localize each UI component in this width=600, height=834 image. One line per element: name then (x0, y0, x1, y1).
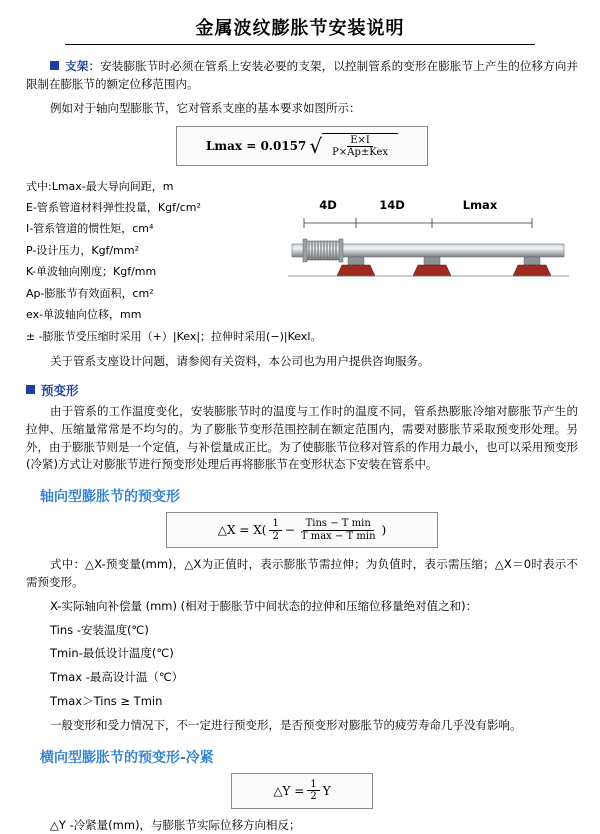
lateral-formula-rhs: Y (322, 783, 331, 798)
lmax-formula-sqrt (309, 133, 398, 159)
axial-predeform-formula (166, 512, 438, 548)
legend-item: K-单波轴向刚度；Kgf/mm (26, 265, 157, 279)
lmax-formula-lhs: Lmax = 0.0157 (205, 138, 307, 153)
axial-formula-ratio: $\frac{\text{Tins − T min}}{\text{T max − T min}}$ (300, 518, 376, 542)
section-marker-icon (26, 385, 35, 394)
axial-formula-lhs: △X = X( (217, 523, 267, 538)
figure-label-14d: 14D (379, 197, 405, 212)
pipe-supports (337, 257, 551, 276)
axial-formula-minus: − (284, 523, 295, 538)
document-content (0, 57, 600, 834)
bracket-heading: 支架： (65, 59, 101, 73)
legend-item: I-管系管道的惯性矩，cm⁴ (26, 222, 154, 236)
pipe-diagram-svg (286, 214, 571, 294)
figure-label-lmax: Lmax (462, 197, 498, 212)
bracket-paragraph-2: 例如对于轴向型膨胀节，它对管系支座的基本要求如图所示： (50, 100, 361, 115)
lateral-formula-lhs: △Y = (273, 783, 305, 798)
predeform-heading-row (26, 381, 578, 399)
axial-line: Tmax -最高设计温（℃） (50, 670, 184, 685)
section-marker-icon (50, 61, 59, 70)
page-title: 金属波纹膨胀节安装说明 (195, 18, 405, 39)
bellows-element (303, 239, 343, 262)
legend-item: 式中:Lmax-最大导向间距，m (26, 179, 174, 193)
legend-list (26, 176, 322, 348)
axial-line: Tins -安装温度(℃) (50, 622, 149, 637)
pipe-support-figure (286, 176, 578, 294)
lmax-formula (176, 126, 428, 166)
figure-label-4d: 4D (319, 197, 337, 212)
axial-formula-explain: 式中：△X-预变量(mm)，△X为正值时，表示膨胀节需拉伸；为负值时，表示需压缩；△X＝0时表示不需预变形。 (26, 557, 578, 589)
bracket-closing-paragraph: 关于管系支座设计问题，请参阅有关资料，本公司也为用户提供咨询服务。 (50, 354, 430, 369)
lateral-predeform-formula (231, 773, 373, 809)
document-page (0, 14, 600, 832)
bracket-intro-paragraph (26, 57, 578, 94)
legend-item: E-管系管道材料弹性投量，Kgf/cm² (26, 201, 201, 215)
legend-item: P-设计压力，Kgf/mm² (26, 243, 139, 257)
axial-line: Tmax＞Tins ≥ Tmin (50, 694, 163, 709)
axial-line: X-实际轴向补偿量 (mm) (相对于膨胀节中间状态的拉伸和压缩位移量绝对值之和)： (50, 598, 478, 613)
lmax-sqrt-numerator: E×I (347, 135, 373, 148)
lateral-predeform-heading: 横向型膨胀节的预变形-冷紧 (40, 749, 214, 766)
radical-icon: √ (309, 133, 323, 158)
axial-formula-rhs: ) (381, 523, 387, 538)
legend-item: ± -膨胀节受压缩时采用（+）|Kex|；拉伸时采用(−)|Kexl。 (26, 329, 322, 343)
axial-note: 一般变形和受力情况下，不一定进行预变形，是否预变形对膨胀节的疲劳寿命几乎没有影响。 (50, 717, 522, 732)
legend-item: ex-单波轴向位移，mm (26, 308, 142, 322)
axial-line: Tmin-最低设计温度(℃) (50, 646, 174, 661)
bracket-paragraph-1: 安装膨胀节时必须在管系上安装必要的支架，以控制管系的变形在膨胀节上产生的位移方向并限制在膨胀节的额定位移范围内。 (26, 59, 578, 92)
predeform-heading: 预变形 (41, 382, 79, 398)
title-divider (65, 44, 535, 45)
axial-predeform-heading: 轴向型膨胀节的预变形 (40, 489, 180, 506)
legend-item: Ap-膨胀节有效面积，cm² (26, 286, 154, 300)
lateral-formula-explain: △Y -冷紧量(mm)，与膨胀节实际位移方向相反； (50, 817, 301, 832)
predeform-paragraph: 由于管系的工作温度变化，安装膨胀节时的温度与工作时的温度不同，管系热膨胀冷缩对膨胀节产生的拉伸、压缩量常常是不均匀的。为了膨胀节变形范围控制在额定范围内，需要对膨胀节采取预变形处理。另外，由于膨胀节则是一个定值，与补偿量成正比。为了使膨胀节位移对管系的作用力最小，也可以采用预变形(冷紧)方式让对膨胀节进行预变形处理后再将膨胀节在变形状态下安装在管系中。 (26, 403, 578, 472)
lmax-sqrt-denominator: P×Ap±Kex (332, 147, 389, 159)
lateral-formula-half: $\frac{1}{2}$ (307, 779, 319, 803)
legend-and-figure (26, 176, 578, 348)
axial-formula-half: $\frac{1}{2}$ (269, 518, 281, 542)
figure-labels (286, 198, 578, 212)
